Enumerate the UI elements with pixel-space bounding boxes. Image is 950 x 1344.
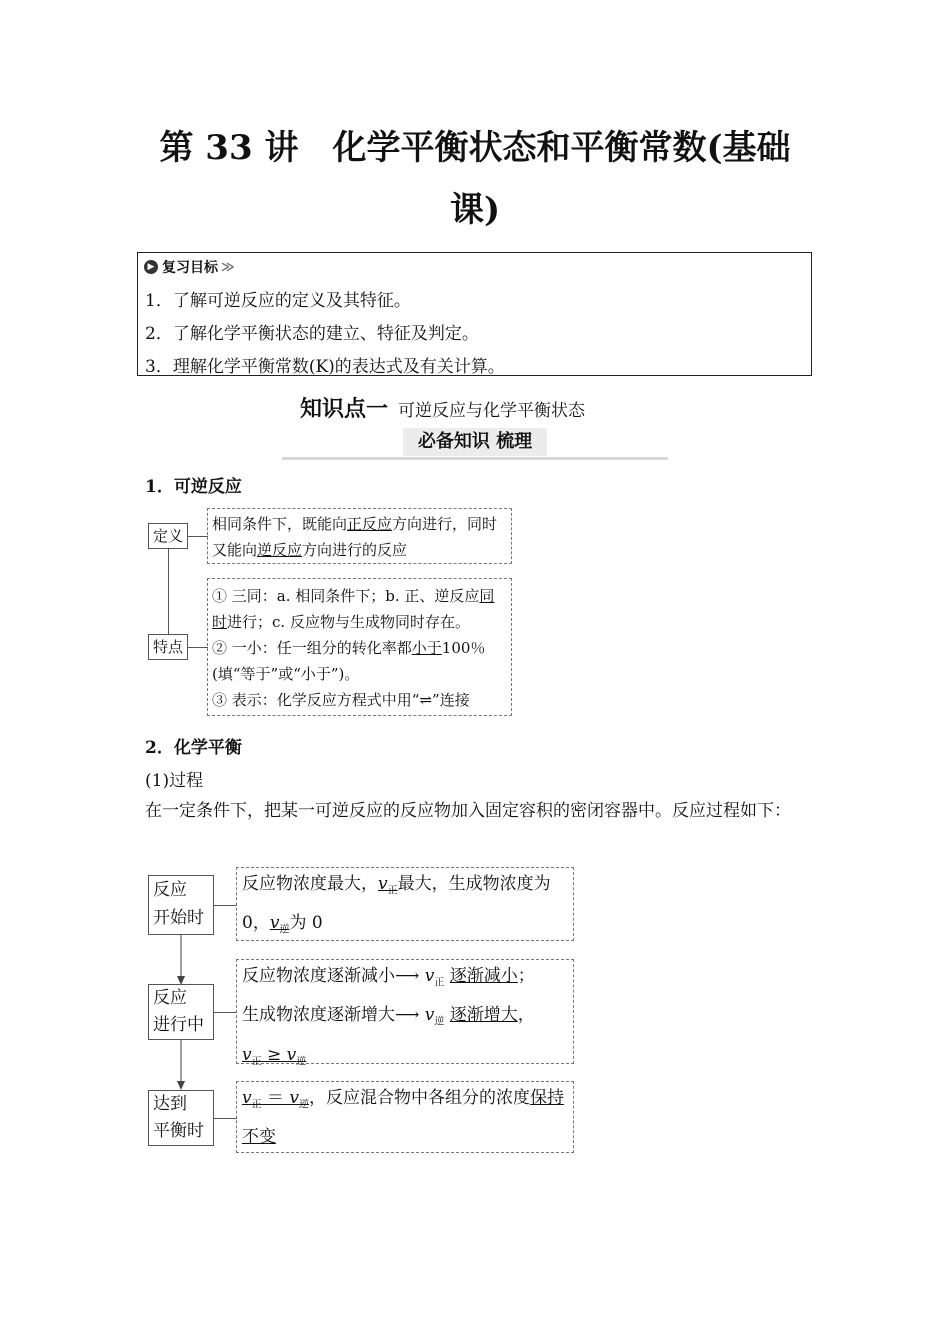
- goal-item-2: 2．了解化学平衡状态的建立、特征及判定。: [145, 324, 479, 344]
- definition-text: 相同条件下，既能向: [212, 515, 348, 533]
- definition-text: 方向进行的反应: [302, 541, 408, 559]
- connector-line: [214, 905, 237, 906]
- subsection-process-heading: (1)过程: [145, 771, 204, 791]
- goals-label: 复习目标: [162, 260, 218, 276]
- rate-subscript: 逆: [279, 924, 290, 936]
- feature-three-same: ① 三同：a. 相同条件下；b. 正、逆反应: [212, 587, 480, 605]
- stage-label: 进行中: [153, 1015, 204, 1035]
- process-intro: 在一定条件下，把某一可逆反应的反应物加入固定容积的密闭容器中。反应过程如下：: [145, 801, 791, 821]
- rate-subscript: 逆: [296, 1056, 307, 1068]
- feature-one-small: ② 一小：任一组分的转化率都: [212, 639, 412, 657]
- feature-one-small-cont: 100％(填“等于”或“小于”)。: [212, 639, 486, 683]
- connector-line: [214, 1118, 237, 1119]
- stage-label: 达到: [153, 1094, 187, 1114]
- definition-text: 方向进行，同时又能向: [212, 515, 498, 559]
- rate-symbol: v: [242, 1044, 252, 1065]
- stage-equilibrium-box: [236, 1081, 574, 1153]
- double-chevron-icon: ≫: [221, 259, 235, 275]
- reversible-arrow-icon: ⇌: [419, 691, 433, 709]
- answer-decreasing: 逐渐减小: [449, 966, 518, 986]
- equilibrium-text: ，反应混合物中各组分的浓度: [309, 1088, 531, 1108]
- feature-three-same-cont: 进行；c. 反应物与生成物同时存在。: [227, 613, 470, 631]
- punctuation: ，: [517, 1005, 535, 1026]
- rate-subscript: 正: [251, 1099, 262, 1111]
- rate-symbol: v: [424, 966, 435, 986]
- stage-start-box: [236, 867, 574, 941]
- right-arrow-icon: ⟶: [395, 1005, 420, 1026]
- definition-label-box: 定义: [148, 523, 188, 549]
- stage-start-text: 反应物浓度最大，: [242, 874, 378, 894]
- answer-remain-constant: 保持不变: [242, 1088, 565, 1148]
- rate-subscript: 逆: [434, 1016, 445, 1028]
- stage-progress-label-box: [148, 984, 214, 1040]
- connector-line: [214, 1012, 237, 1013]
- section-reversible-reaction-heading: 1．可逆反应: [145, 477, 242, 497]
- stage-label: 反应: [153, 988, 187, 1008]
- rate-symbol: v: [289, 1088, 300, 1108]
- punctuation: ；: [517, 966, 535, 986]
- progress-text: 反应物浓度逐渐减小: [242, 966, 395, 986]
- answer-forward-reaction: 正反应: [347, 515, 393, 533]
- answer-reverse-reaction: 逆反应: [257, 541, 303, 559]
- stage-start-label-box: [148, 875, 214, 935]
- rate-symbol: v: [424, 1005, 435, 1026]
- rate-subscript: 逆: [299, 1099, 310, 1111]
- goal-item-1: 1．了解可逆反应的定义及其特征。: [145, 291, 411, 311]
- page-title: 第 33 讲 化学平衡状态和平衡常数(基础: [159, 128, 791, 168]
- play-icon: ▶: [144, 260, 158, 274]
- stage-start-text: 为 0: [289, 913, 323, 934]
- rate-symbol: v: [242, 1088, 252, 1108]
- answer-increasing: 逐渐增大: [449, 1005, 518, 1026]
- feature-representation: ③ 表示：化学反应方程式中用“: [212, 691, 420, 709]
- greater-than-icon: ≥: [267, 1044, 282, 1065]
- rate-symbol: v: [378, 874, 388, 894]
- essential-knowledge-banner: 必备知识 梳理: [403, 428, 547, 456]
- progress-text: 生成物浓度逐渐增大: [242, 1005, 395, 1026]
- section-chemical-equilibrium-heading: 2．化学平衡: [145, 738, 242, 758]
- rate-subscript: 正: [251, 1056, 262, 1068]
- answer-less-than: 小于: [411, 639, 442, 657]
- feature-representation-cont: ”连接: [432, 691, 470, 709]
- stage-label: 平衡时: [153, 1121, 204, 1141]
- stage-equilibrium-label-box: [148, 1090, 214, 1146]
- stage-label: 反应: [153, 880, 187, 900]
- goal-item-3: 3．理解化学平衡常数(K)的表达式及有关计算。: [145, 357, 505, 377]
- features-label-box: 特点: [148, 634, 188, 660]
- knowledge-point-title: 知识点一: [300, 397, 389, 422]
- rate-symbol: v: [269, 913, 280, 934]
- page-title-continued: 课): [449, 190, 501, 230]
- rate-subscript: 正: [387, 885, 398, 897]
- stage-progress-box: [236, 959, 574, 1068]
- rate-symbol: v: [286, 1044, 297, 1065]
- rate-subscript: 正: [434, 977, 445, 989]
- right-arrow-icon: ⟶: [395, 966, 420, 986]
- stage-start-text: 最大，生成物浓度为 0，: [242, 874, 551, 934]
- answer-simultaneous: 同时: [212, 587, 495, 631]
- knowledge-point-subtitle: 可逆反应与化学平衡状态: [398, 401, 586, 421]
- stage-label: 开始时: [153, 908, 204, 928]
- equals-icon: ＝: [267, 1088, 285, 1108]
